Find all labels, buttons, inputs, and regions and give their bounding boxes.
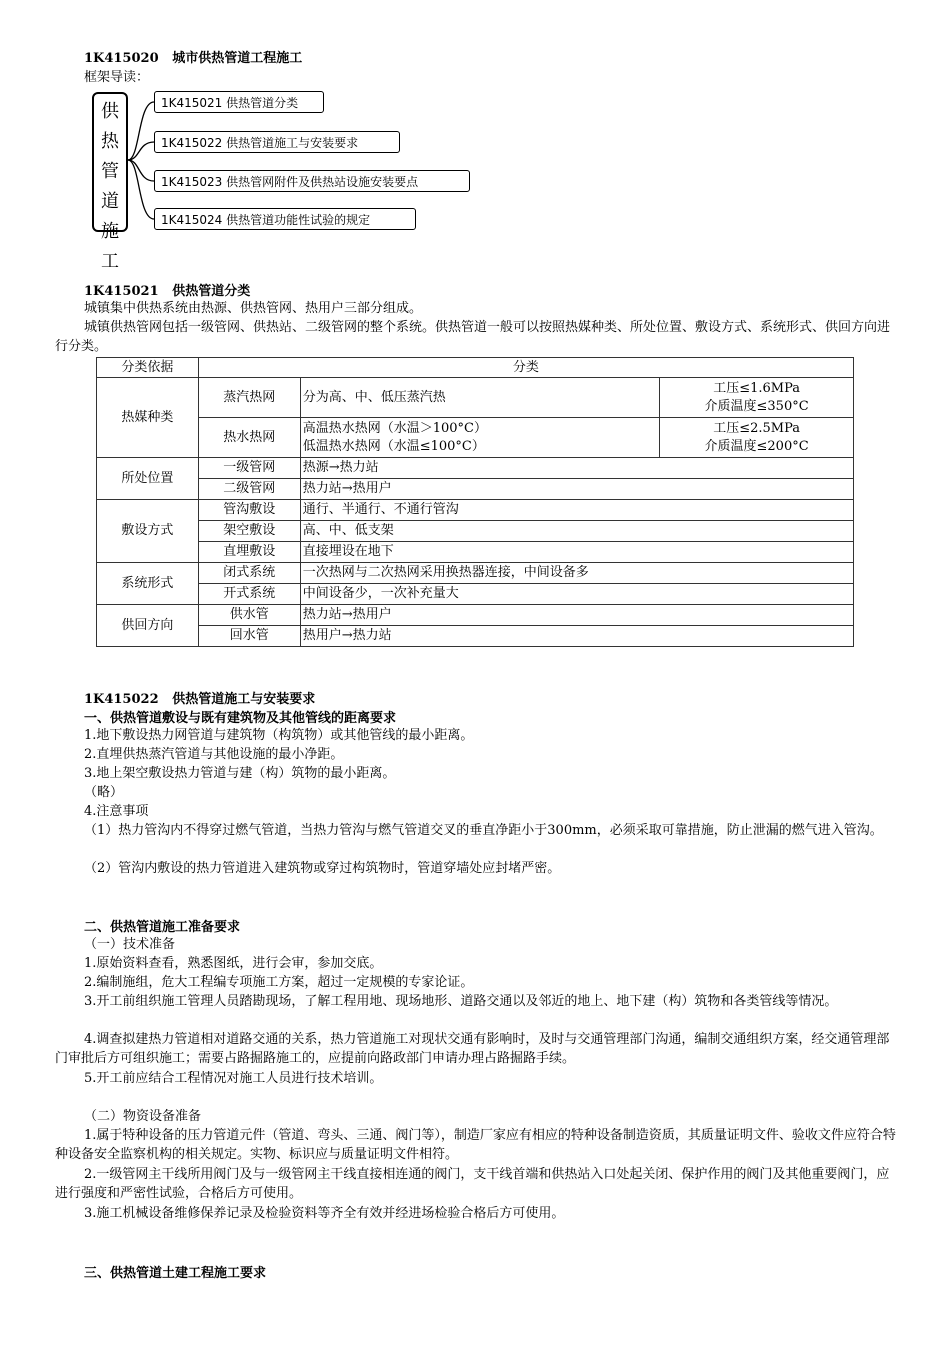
table-cell-type: 热水热网 [198,418,300,458]
table-cell-desc: 热力站→热用户 [300,479,853,500]
s2-line: （2）管沟内敷设的热力管道进入建筑物或穿过构筑物时，管道穿墙处应封堵严密。 [84,861,561,876]
s2-code: 1K415022 [84,692,159,707]
table-row [97,542,854,563]
mindmap-root-char: 管 [101,161,119,182]
table-cell-basis: 系统形式 [97,563,199,605]
s1-para-2: 城镇供热管网包括一级管网、供热站、二级管网的整个系统。供热管道一般可以按照热媒种类、所处位置、敷设方式、系统形式、供回方向进行分类。 [55,320,891,354]
table-cell-extra [660,418,854,458]
table-cell-basis: 敷设方式 [97,500,199,563]
table-cell-desc: 热源→热力站 [300,458,853,479]
table-cell-type: 供水管 [198,605,300,626]
s2-line: 3.开工前组织施工管理人员踏勘现场，了解工程用地、现场地形、道路交通以及邻近的地上、地下建（构）筑物和各类管线等情况。 [84,994,838,1009]
table-cell-desc: 热力站→热用户 [300,605,853,626]
table-row [97,584,854,605]
table-row [97,458,854,479]
table-row [97,626,854,647]
s2-subsub: （二）物资设备准备 [84,1109,202,1124]
s2-line: 1.原始资料查看，熟悉图纸，进行会审，参加交底。 [84,956,383,971]
s2-subheading-1: 一、供热管道敷设与既有建筑物及其他管线的距离要求 [84,711,397,726]
s2-line: 1.属于特种设备的压力管道元件（管道、弯头、三通、阀门等），制造厂家应有相应的特种设备制造资质，其质量证明文件、验收文件应符合特种设备安全监察机构的相关规定。实物、标识应与质量证明文件相符。 [55,1128,896,1162]
s2-line: （略） [84,785,124,800]
mindmap-root-char: 道 [101,191,119,212]
s2-subheading-3: 三、供热管道土建工程施工要求 [84,1266,267,1281]
table-cell-type: 闭式系统 [198,563,300,584]
mindmap-root [92,92,128,272]
table-cell-desc [300,418,660,458]
table-cell-desc: 高、中、低支架 [300,521,853,542]
s2-line: 3.施工机械设备维修保养记录及检验资料等齐全有效并经进场检验合格后方可使用。 [84,1206,565,1221]
mindmap-root-char: 施 [101,221,119,242]
table-row [97,605,854,626]
s2-line: 1.地下敷设热力网管道与建筑物（构筑物）或其他管线的最小距离。 [84,728,474,743]
mindmap-root-char: 供 [101,101,119,122]
s2-line: （1）热力管沟内不得穿过燃气管道，当热力管沟与燃气管道交叉的垂直净距小于300mm，必须采取可靠措施，防止泄漏的燃气进入管沟。 [84,823,883,838]
table-row [97,563,854,584]
table-cell-extra-line: 介质温度≤350°C [704,398,809,414]
table-row [97,500,854,521]
table-cell-desc: 一次热网与二次热网采用换热器连接，中间设备多 [300,563,853,584]
table-cell-desc: 直接埋设在地下 [300,542,853,563]
table-cell-basis: 所处位置 [97,458,199,500]
table-cell-type: 一级管网 [198,458,300,479]
section-title [84,47,302,66]
s2-line: 2.编制施组，危大工程编专项施工方案，超过一定规模的专家论证。 [84,975,474,990]
table-row [97,479,854,500]
table-cell-type: 蒸汽热网 [198,378,300,418]
s2-line: 4.调查拟建热力管道相对道路交通的关系，热力管道施工对现状交通有影响时，及时与交通管理部门沟通，编制交通组织方案，经交通管理部门审批后方可组织施工；需要占路掘路施工的，应提前向路政部门申请办理占路掘路手续。 [55,1032,890,1066]
mindmap-root-char: 工 [101,251,119,272]
table-header-cell: 分类依据 [97,358,199,378]
table-row [97,418,854,458]
table-cell-type: 二级管网 [198,479,300,500]
s2-line: 2.直埋供热蒸汽管道与其他设施的最小净距。 [84,747,344,762]
section-code: 1K415020 [84,51,159,66]
table-cell-desc: 通行、半通行、不通行管沟 [300,500,853,521]
s2-subheading-2: 二、供热管道施工准备要求 [84,920,241,935]
table-cell-type: 管沟敷设 [198,500,300,521]
framework-label: 框架导读： [84,70,150,85]
table-cell-desc: 分为高、中、低压蒸汽热 [300,378,660,418]
table-row [97,521,854,542]
table-cell-desc: 热用户→热力站 [300,626,853,647]
s1-para-1: 城镇集中供热系统由热源、供热管网、热用户三部分组成。 [84,301,423,316]
table-cell-desc-line: 高温热水热网（水温＞100°C） [302,420,487,436]
table-cell-type: 直埋敷设 [198,542,300,563]
table-cell-basis: 供回方向 [97,605,199,647]
s2-heading [84,688,315,707]
section-name: 城市供热管道工程施工 [172,51,303,66]
table-header-cell: 分类 [198,358,853,378]
s2-line: 2.一级管网主干线所用阀门及与一级管网主干线直接相连通的阀门，支干线首端和供热站入口处起关闭、保护作用的阀门及其他重要阀门，应进行强度和严密性试验，合格后方可使用。 [55,1167,890,1201]
table-cell-basis: 热媒种类 [97,378,199,458]
classification-table [96,357,854,647]
s2-subsub: （一）技术准备 [84,937,176,952]
table-cell-type: 开式系统 [198,584,300,605]
mindmap-root-char: 热 [101,131,119,152]
table-cell-desc-line: 低温热水热网（水温≤100°C） [302,438,485,454]
mindmap-item: 1K415022 供热管道施工与安装要求 [154,131,400,153]
s2-line: 5.开工前应结合工程情况对施工人员进行技术培训。 [84,1071,383,1086]
mindmap-item: 1K415024 供热管道功能性试验的规定 [154,208,416,230]
table-row [97,378,854,418]
s1-heading [84,280,250,299]
table-cell-type: 回水管 [198,626,300,647]
table-cell-extra-line: 工压≤2.5MPa [713,420,800,436]
s2-line: 3.地上架空敷设热力管道与建（构）筑物的最小距离。 [84,766,396,781]
table-cell-extra-line: 工压≤1.6MPa [713,380,800,396]
s1-name: 供热管道分类 [172,284,251,299]
s1-code: 1K415021 [84,284,159,299]
table-cell-extra [660,378,854,418]
s2-name: 供热管道施工与安装要求 [172,692,316,707]
table-cell-type: 架空敷设 [198,521,300,542]
table-header-row [97,358,854,378]
table-cell-extra-line: 介质温度≤200°C [704,438,809,454]
mindmap-item: 1K415023 供热管网附件及供热站设施安装要点 [154,170,470,192]
table-cell-desc: 中间设备少，一次补充量大 [300,584,853,605]
s2-line: 4.注意事项 [84,804,149,819]
mindmap-item: 1K415021 供热管道分类 [154,91,324,113]
